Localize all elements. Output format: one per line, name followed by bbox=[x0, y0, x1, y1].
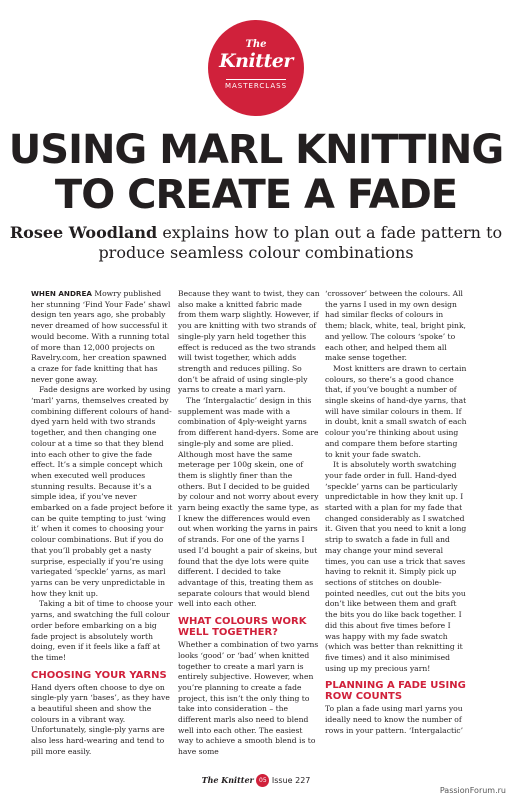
page-footer bbox=[0, 774, 512, 787]
paragraph: Whether a combination of two yarns looks ‘good’ or ‘bad’ when knitted together to create a marl yarn is entirely subjective. However, when you’re planning to create a fade project, this isn’t the only thing to take into consideration – the different marls also need to blend well into each other. The easiest way to achieve a smooth blend is to have some bbox=[178, 640, 319, 757]
paragraph: Hand dyers often choose to dye on single-ply yarn ‘bases’, as they have a beautiful sheen and show the colours in a vibrant way. Unfortunately, single-ply yarns are also less hard-wearing and tend to pill more easily. bbox=[31, 682, 170, 756]
paragraph: To plan a fade using marl yarns you ideally need to know the number of rows in your pattern. ‘Intergalactic’ bbox=[325, 704, 464, 735]
standfirst bbox=[0, 223, 512, 263]
column-2 bbox=[178, 289, 320, 758]
logo-the: The bbox=[245, 39, 267, 50]
paragraph: The ‘Intergalactic’ design in this supplement was made with a combination of 4ply-weight yarns from different hand-dyers. Some are single-ply and some are plied. Although most have the same meterage per 100g skein, one of them is slightly finer than the others. But I decided to be guided by colour and not worry about every yarn being exactly the same type, as I knew the differences would even out when working the yarns in pairs of strands. For one of the yarns I used I’d bought a pair of skeins, but found that the dye lots were quite different. I decided to take advantage of this, treating them as separate colours that would blend well into each other. bbox=[178, 396, 319, 609]
paragraph bbox=[31, 289, 173, 385]
column-3 bbox=[325, 289, 467, 736]
author-name: Rosee Woodland bbox=[9, 223, 158, 242]
knitter-masterclass-logo bbox=[208, 20, 304, 116]
subheading: CHOOSING YOUR YARNS bbox=[31, 669, 167, 681]
paragraph: Fade designs are worked by using ‘marl’ yarns, themselves created by combining different colours of hand-dyed yarn held with two strands together, and then changing one colour at a time so that they blend into each other to give the fade effect. It’s a simple concept which when executed well produces stunning results. Because it’s a simple idea, if you’ve never embarked on a fade project before it can be quite tempting to just ‘wing it’ when it comes to choosing your colour combinations. But if you do that you’ll probably get a nasty surprise, especially if you’re using variegated ‘speckle’ yarns, as marl yarns can be very unpredictable in how they knit up. bbox=[31, 385, 173, 598]
subheading: WHAT COLOURS WORK WELL TOGETHER? bbox=[178, 616, 307, 639]
paragraph: Taking a bit of time to choose your yarns, and swatching the full colour order before embarking on a big fade project is absolutely worth doing, even if it feels like a faff at the time! bbox=[31, 599, 173, 662]
paragraph-text: Mowry published her stunning ‘Find Your Fade’ shawl design ten years ago, she probably never dreamed of how successful it would become. With a running total of more than 12,000 projects on Ravelry.com, her creation spawned a craze for fade knitting that has never gone away. bbox=[31, 289, 171, 384]
watermark: PassionForum.ru bbox=[439, 786, 506, 795]
paragraph: Most knitters are drawn to certain colours, so there’s a good chance that, if you’ve bought a number of single skeins of hand-dye yarns, that will have similar colours in them. If in doubt, knit a small swatch of each colour you’re thinking about using and compare them before starting to knit your fade swatch. bbox=[325, 363, 467, 459]
logo-name: Knitter bbox=[219, 50, 293, 72]
lead-in: WHEN ANDREA bbox=[31, 289, 92, 298]
article-title bbox=[0, 128, 512, 218]
footer-magazine: The Knitter bbox=[201, 775, 254, 785]
standfirst-text: explains how to plan out a fade pattern to produce seamless colour combinations bbox=[98, 223, 503, 262]
footer-issue: Issue 227 bbox=[271, 776, 311, 785]
title-line-1: USING MARL KNITTING bbox=[8, 127, 504, 173]
paragraph: ‘crossover’ between the colours. All the yarns I used in my own design had similar flecks of colours in them; black, white, teal, bright pink, and yellow. The colours ‘spoke’ to each other, and helped them all make sense together. bbox=[325, 289, 466, 363]
title-line-2: TO CREATE A FADE bbox=[54, 172, 458, 218]
column-1 bbox=[31, 289, 173, 758]
subheading: PLANNING A FADE USING ROW COUNTS bbox=[325, 680, 466, 703]
paragraph: Because they want to twist, they can also make a knitted fabric made from them warp slightly. However, if you are knitting with two strands of single-ply yarn held together this effect is reduced as the two strands will twist together, which adds strength and reduces pilling. So don’t be afraid of using single-ply yarns to create a marl yarn. bbox=[178, 289, 320, 395]
page-number: 05 bbox=[256, 774, 269, 787]
logo-divider bbox=[226, 79, 286, 80]
paragraph: It is absolutely worth swatching your fade order in full. Hand-dyed ‘speckle’ yarns can be particularly unpredictable in how they knit up. I started with a plan for my fade that changed considerably as I swatched it. Given that you need to knit a long strip to swatch a fade in full and may change your mind several times, you can use a trick that saves having to reknit it. Simply pick up sections of stitches on double-pointed needles, cut out the bits you don’t like between them and graft the bits you do like back together. I did this about five times before I was happy with my fade swatch (which was better than reknitting it five times) and it also minimised using up my precious yarn! bbox=[325, 460, 467, 673]
logo-masterclass: MASTERCLASS bbox=[224, 82, 288, 90]
